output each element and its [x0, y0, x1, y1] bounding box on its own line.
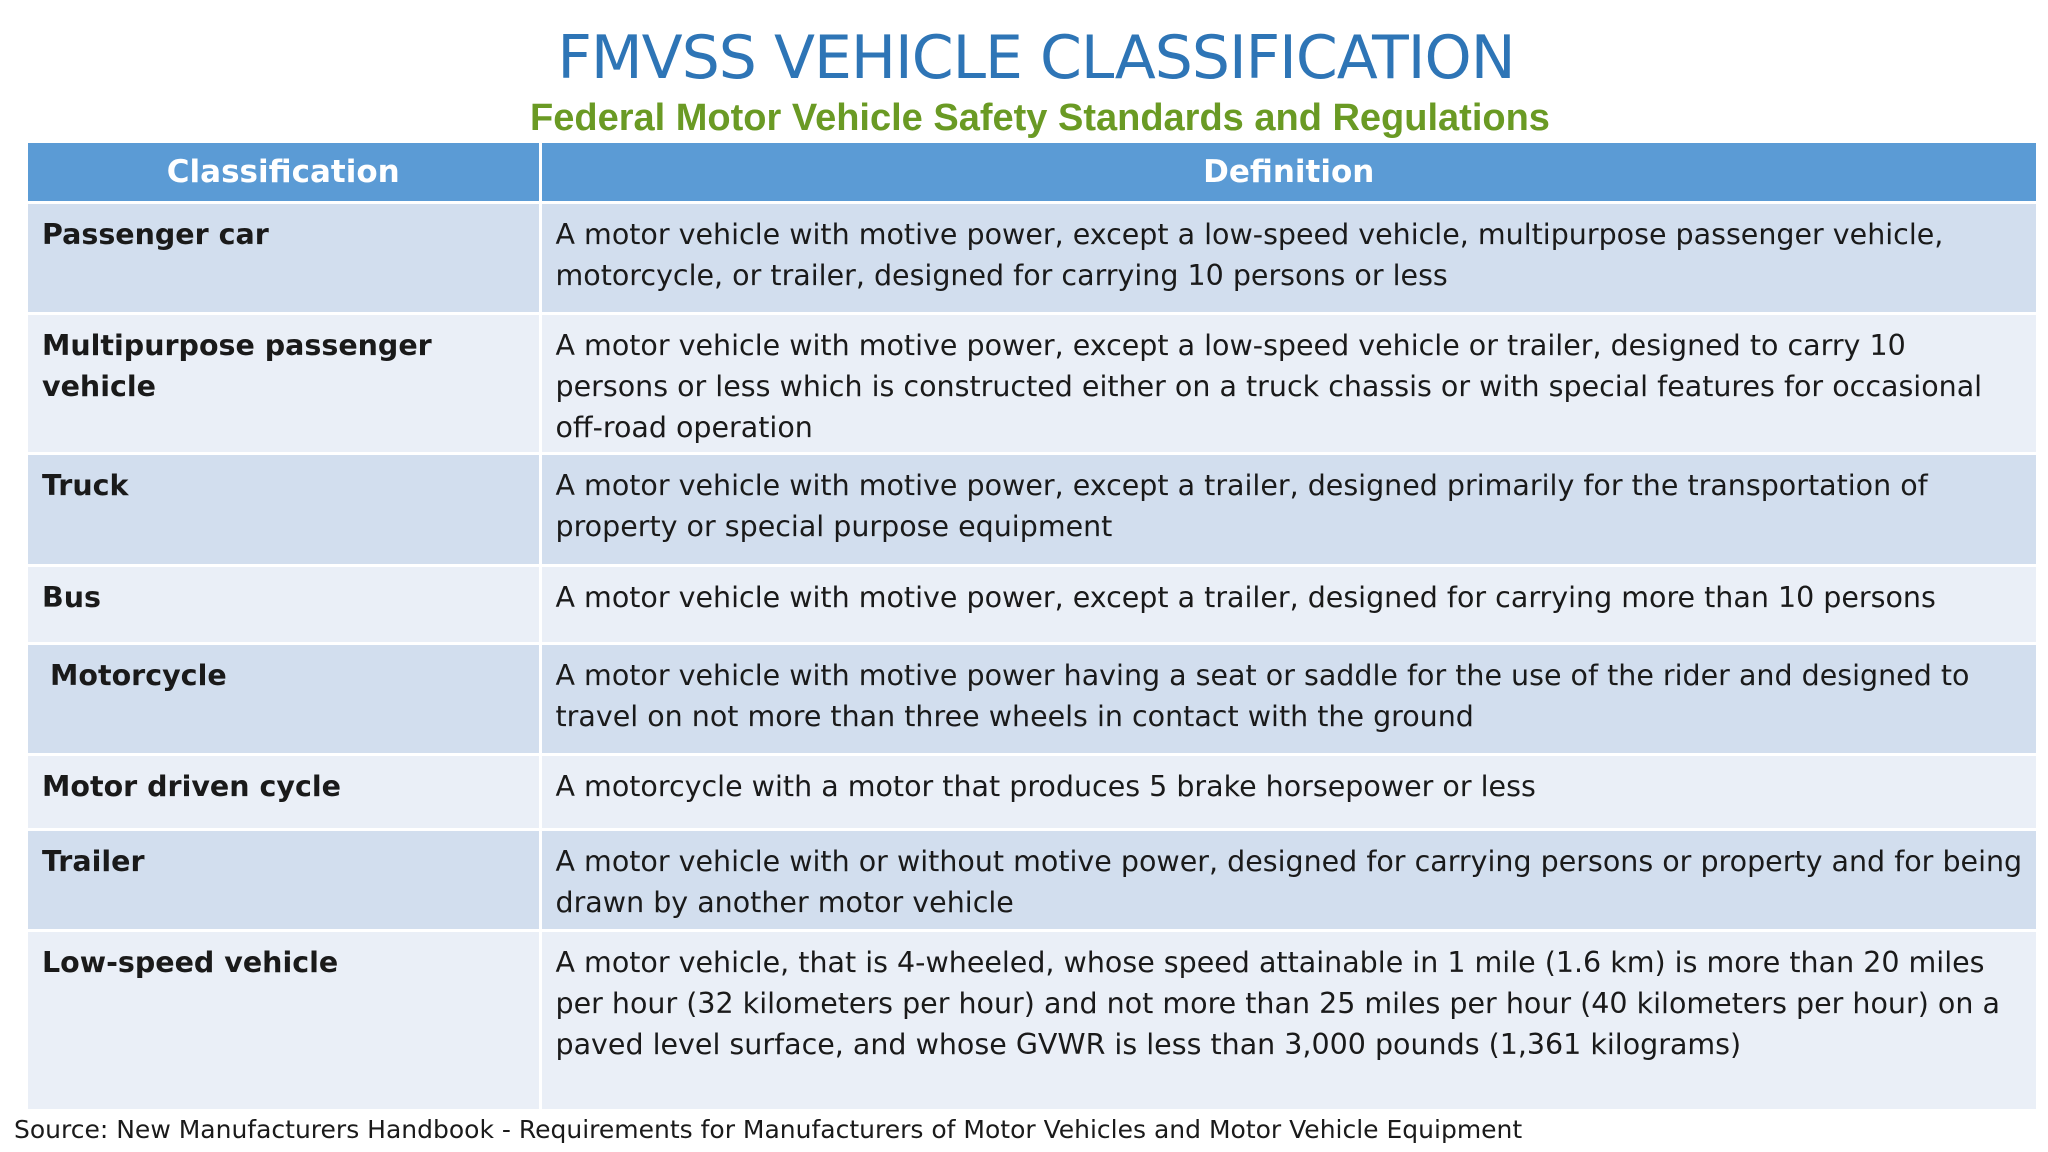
classification-table: [28, 143, 2036, 1112]
table-row: [28, 931, 2036, 1111]
classification-cell: Motor driven cycle: [28, 755, 540, 830]
table-row: [28, 203, 2036, 314]
definition-cell: A motor vehicle with or without motive power, designed for carrying persons or property and for being drawn by another motor vehicle: [540, 830, 2036, 931]
header-classification: Classification: [28, 143, 540, 203]
definition-cell: A motor vehicle with motive power, except a trailer, designed primarily for the transportation of property or special purpose equipment: [540, 454, 2036, 566]
classification-cell: Bus: [28, 566, 540, 644]
classification-cell: Low-speed vehicle: [28, 931, 540, 1111]
classification-cell: Multipurpose passenger vehicle: [28, 314, 540, 454]
classification-cell: Passenger car: [28, 203, 540, 314]
table-row: [28, 830, 2036, 931]
definition-cell: A motorcycle with a motor that produces 5 brake horsepower or less: [540, 755, 2036, 830]
definition-cell: A motor vehicle, that is 4-wheeled, whose speed attainable in 1 mile (1.6 km) is more than 20 miles per hour (32 kilometers per hour) and not more than 25 miles per hour (40 kilometers per hour) on a paved level surface, and whose GVWR is less than 3,000 pounds (1,361 kilograms): [540, 931, 2036, 1111]
table-header-row: [28, 143, 2036, 203]
table-row: [28, 755, 2036, 830]
page-title: FMVSS VEHICLE CLASSIFICATION: [557, 23, 1515, 93]
definition-cell: A motor vehicle with motive power, except a low-speed vehicle or trailer, designed to carry 10 persons or less which is constructed either on a truck chassis or with special features for occasional off-road operation: [540, 314, 2036, 454]
table-row: [28, 314, 2036, 454]
page-subtitle: Federal Motor Vehicle Safety Standards and Regulations: [530, 97, 1550, 139]
definition-cell: A motor vehicle with motive power, except a low-speed vehicle, multipurpose passenger vehicle, motorcycle, or trailer, designed for carrying 10 persons or less: [540, 203, 2036, 314]
table-row: [28, 644, 2036, 755]
classification-cell: Truck: [28, 454, 540, 566]
table-row: [28, 566, 2036, 644]
definition-cell: A motor vehicle with motive power, except a trailer, designed for carrying more than 10 persons: [540, 566, 2036, 644]
classification-cell: Trailer: [28, 830, 540, 931]
header-definition: Definition: [540, 143, 2036, 203]
classification-cell: Motorcycle: [28, 644, 540, 755]
table-row: [28, 454, 2036, 566]
definition-cell: A motor vehicle with motive power having a seat or saddle for the use of the rider and designed to travel on not more than three wheels in contact with the ground: [540, 644, 2036, 755]
source-note: Source: New Manufacturers Handbook - Requirements for Manufacturers of Motor Vehicles and Motor Vehicle Equipment: [14, 1115, 1523, 1144]
